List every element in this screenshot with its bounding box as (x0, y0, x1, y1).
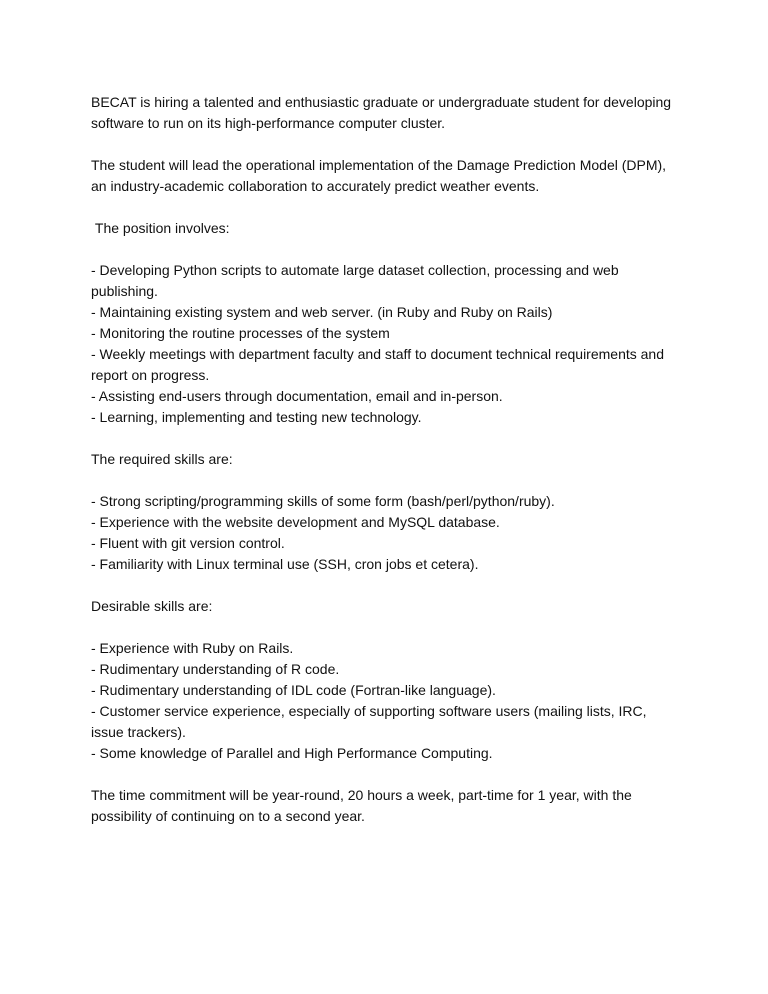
list-item: - Assisting end-users through documentation, email and in-person. (91, 388, 503, 404)
intro-paragraph: BECAT is hiring a talented and enthusiastic graduate or undergraduate student for developing software to run on its high-performance computer cluster. (91, 94, 675, 131)
list-item: - Familiarity with Linux terminal use (SSH, cron jobs et cetera). (91, 556, 479, 572)
lead-paragraph: The student will lead the operational implementation of the Damage Prediction Model (DPM), an industry-academic collaboration to accurately predict weather events. (91, 157, 670, 194)
list-item: - Weekly meetings with department faculty and staff to document technical requirements and report on progress. (91, 346, 665, 383)
time-commitment-paragraph: The time commitment will be year-round, 20 hours a week, part-time for 1 year, with the possibility of continuing on to a second year. (91, 787, 636, 824)
list-item: - Rudimentary understanding of R code. (91, 661, 340, 677)
list-item: - Monitoring the routine processes of the system (91, 325, 390, 341)
position-heading: The position involves: (91, 220, 230, 236)
required-list (91, 491, 681, 575)
list-item: - Some knowledge of Parallel and High Performance Computing. (91, 745, 493, 761)
list-item: - Learning, implementing and testing new technology. (91, 409, 422, 425)
list-item: - Maintaining existing system and web server. (in Ruby and Ruby on Rails) (91, 304, 553, 320)
list-item: - Experience with Ruby on Rails. (91, 640, 294, 656)
required-heading: The required skills are: (91, 451, 233, 467)
list-item: - Rudimentary understanding of IDL code (Fortran-like language). (91, 682, 496, 698)
desirable-list (91, 638, 681, 764)
list-item: - Experience with the website development and MySQL database. (91, 514, 500, 530)
list-item: - Fluent with git version control. (91, 535, 285, 551)
document-page (91, 92, 681, 848)
desirable-heading: Desirable skills are: (91, 598, 213, 614)
position-list (91, 260, 681, 428)
list-item: - Developing Python scripts to automate large dataset collection, processing and web publishing. (91, 262, 619, 299)
list-item: - Strong scripting/programming skills of some form (bash/perl/python/ruby). (91, 493, 555, 509)
list-item: - Customer service experience, especially of supporting software users (mailing lists, IRC, issue trackers). (91, 703, 647, 740)
